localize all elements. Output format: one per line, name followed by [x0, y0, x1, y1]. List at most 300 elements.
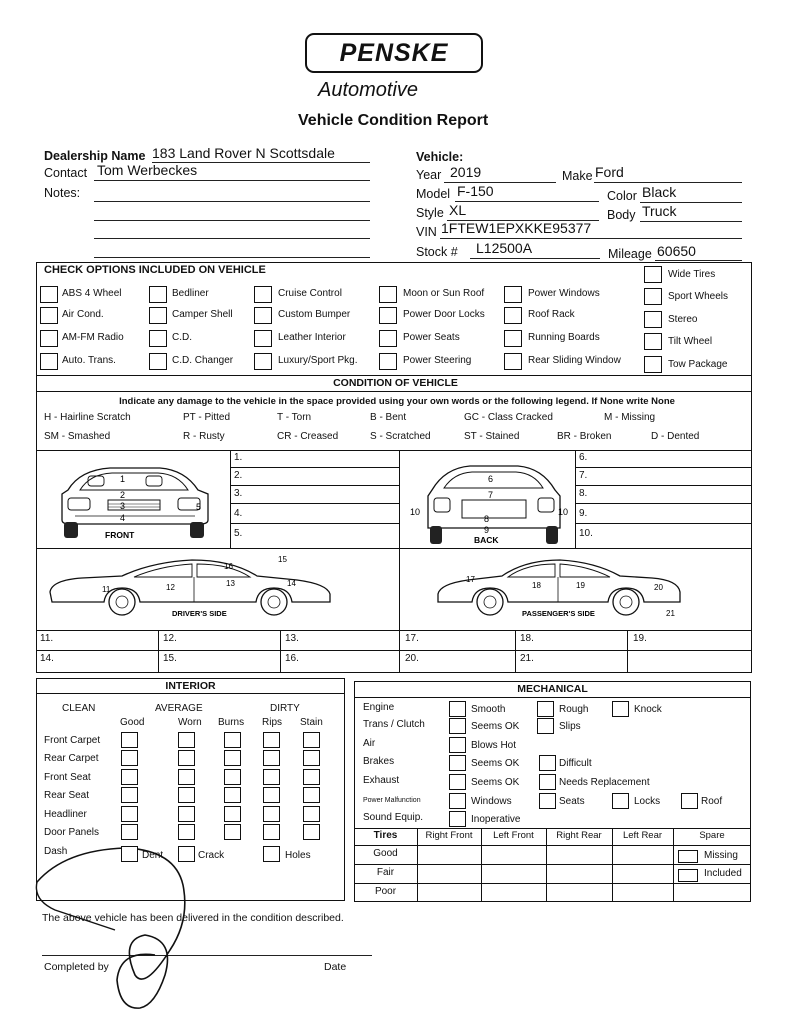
damage-cell-number[interactable]: 20. [405, 653, 419, 664]
interior-checkbox[interactable] [121, 787, 138, 803]
tire-cell[interactable] [483, 884, 544, 900]
driver-side-label: DRIVER'S SIDE [172, 609, 227, 618]
model-line [455, 201, 599, 202]
option-checkbox[interactable] [504, 330, 522, 347]
passenger-diagram-number: 20 [654, 583, 663, 592]
option-label: Power Door Locks [403, 309, 485, 320]
mech-engine-label: Engine [363, 702, 395, 713]
interior-checkbox[interactable] [303, 732, 320, 748]
stock-label: Stock # [416, 245, 458, 259]
mech-air-label: Air [363, 738, 376, 749]
option-label: Rear Sliding Window [528, 355, 621, 366]
option-label: Air Cond. [62, 309, 104, 320]
interior-checkbox[interactable] [178, 806, 195, 822]
divider [280, 630, 281, 673]
option-label: Auto. Trans. [62, 355, 116, 366]
tire-cell[interactable] [483, 846, 544, 862]
logo-sub: Automotive [318, 79, 419, 101]
option-label: Luxury/Sport Pkg. [278, 355, 358, 366]
completed-by-label: Completed by [44, 961, 109, 973]
damage-line-number: 5. [234, 528, 243, 539]
interior-checkbox[interactable] [224, 787, 241, 803]
page-title: Vehicle Condition Report [298, 112, 489, 129]
option-label: Wide Tires [668, 269, 716, 280]
option-checkbox[interactable] [40, 286, 58, 303]
handwritten-signature [25, 840, 195, 1015]
divider [399, 630, 400, 673]
interior-row-label: Rear Carpet [44, 753, 99, 764]
option-checkbox[interactable] [149, 307, 167, 324]
legend-item: M - Missing [604, 412, 656, 423]
legend-item: CR - Creased [277, 431, 339, 442]
option-checkbox[interactable] [149, 353, 167, 370]
vin-value[interactable]: 1FTEW1EPXKKE95377 [441, 220, 592, 236]
option-label: Moon or Sun Roof [403, 288, 485, 299]
interior-checkbox[interactable] [224, 750, 241, 766]
tire-cell[interactable] [419, 865, 479, 881]
option-checkbox[interactable] [149, 286, 167, 303]
model-label: Model [416, 187, 451, 201]
damage-line[interactable] [230, 467, 399, 468]
back-diagram-number: 10 [410, 507, 421, 517]
interior-checkbox[interactable] [178, 824, 195, 840]
back-diagram-number: 7 [488, 490, 494, 500]
legend-item: B - Bent [370, 412, 407, 423]
legend-item: D - Dented [651, 431, 700, 442]
interior-checkbox[interactable] [178, 769, 195, 785]
style-label: Style [416, 206, 444, 220]
mech-option-label: Roof [701, 796, 723, 807]
mech-option-label: Knock [634, 704, 662, 715]
mech-checkbox[interactable] [449, 718, 466, 734]
tire-row-label: Fair [376, 867, 395, 878]
color-label: Color [607, 189, 637, 203]
passenger-diagram-number: 21 [666, 609, 675, 618]
mech-option-label: Seats [559, 796, 585, 807]
front-car-diagram [50, 460, 225, 545]
mech-checkbox[interactable] [539, 793, 556, 809]
mech-checkbox[interactable] [449, 774, 466, 790]
dash-checkbox[interactable] [178, 846, 195, 862]
option-checkbox[interactable] [644, 333, 662, 350]
interior-row-label: Front Seat [44, 772, 91, 783]
divider [36, 650, 752, 651]
contact-line [94, 180, 370, 181]
option-checkbox[interactable] [379, 353, 397, 370]
dash-option-label: Crack [198, 850, 225, 861]
spare-missing-checkbox[interactable] [678, 850, 698, 863]
legend-item: SM - Smashed [44, 431, 111, 442]
interior-checkbox[interactable] [263, 750, 280, 766]
logo-brand: PENSKE [339, 39, 449, 67]
front-diagram-number: 1 [120, 474, 126, 484]
driver-diagram-number: 11 [102, 585, 111, 594]
interior-checkbox[interactable] [303, 824, 320, 840]
options-heading: CHECK OPTIONS INCLUDED ON VEHICLE [44, 264, 266, 276]
option-checkbox[interactable] [644, 311, 662, 328]
body-label: Body [607, 208, 636, 222]
damage-cell-number[interactable]: 12. [163, 633, 177, 644]
mileage-value[interactable]: 60650 [657, 243, 696, 259]
divider [36, 375, 752, 376]
year-label: Year [416, 168, 442, 182]
option-checkbox[interactable] [254, 307, 272, 324]
option-checkbox[interactable] [254, 353, 272, 370]
vehicle-heading: Vehicle: [416, 150, 464, 164]
driver-diagram-number: 14 [287, 579, 296, 588]
divider [36, 450, 752, 451]
dealership-name-label: Dealership Name [44, 149, 146, 163]
mech-option-label: Inoperative [471, 814, 521, 825]
stock-line [470, 258, 600, 259]
interior-checkbox[interactable] [121, 750, 138, 766]
mech-option-label: Difficult [559, 758, 592, 769]
divider [354, 697, 751, 698]
mech-option-label: Seems OK [471, 777, 520, 788]
divider [575, 450, 576, 548]
interior-checkbox[interactable] [121, 769, 138, 785]
tire-cell[interactable] [419, 884, 479, 900]
interior-checkbox[interactable] [263, 824, 280, 840]
tire-row-label: Poor [374, 886, 397, 897]
dealership-name-value[interactable]: 183 Land Rover N Scottsdale [152, 145, 335, 161]
date-label: Date [324, 961, 347, 973]
option-label: Power Steering [403, 355, 472, 366]
interior-checkbox[interactable] [178, 732, 195, 748]
option-label: Roof Rack [528, 309, 575, 320]
notes-line[interactable] [94, 201, 370, 202]
passenger-side-diagram [430, 552, 690, 622]
option-label: Leather Interior [278, 332, 346, 343]
driver-diagram-number: 15 [278, 555, 287, 564]
legend-item: T - Torn [277, 412, 312, 423]
mech-checkbox[interactable] [537, 718, 554, 734]
passenger-diagram-number: 18 [532, 581, 541, 590]
legend-item: H - Hairline Scratch [44, 412, 131, 423]
legend-item: GC - Class Cracked [464, 412, 553, 423]
interior-column-label: Worn [178, 717, 202, 728]
option-checkbox[interactable] [504, 307, 522, 324]
driver-diagram-number: 12 [166, 583, 175, 592]
front-diagram-number: 3 [120, 501, 126, 511]
option-checkbox[interactable] [504, 286, 522, 303]
condition-heading: CONDITION OF VEHICLE [333, 377, 458, 389]
contact-value[interactable]: Tom Werbeckes [97, 162, 198, 178]
mech-checkbox[interactable] [612, 701, 629, 717]
back-label: BACK [474, 535, 499, 545]
divider [515, 630, 516, 673]
interior-checkbox[interactable] [224, 732, 241, 748]
back-diagram-number: 8 [484, 514, 490, 524]
mechanical-heading: MECHANICAL [517, 683, 588, 695]
interior-group-label: AVERAGE [155, 703, 203, 714]
mech-option-label: Windows [471, 796, 512, 807]
legend-item: BR - Broken [557, 431, 612, 442]
mileage-line [655, 260, 742, 261]
option-checkbox[interactable] [644, 356, 662, 373]
mech-checkbox[interactable] [449, 737, 466, 753]
passenger-diagram-number: 17 [466, 575, 475, 584]
mech-checkbox[interactable] [539, 774, 556, 790]
interior-checkbox[interactable] [263, 806, 280, 822]
spare-option-label: Included [704, 868, 742, 879]
interior-checkbox[interactable] [303, 787, 320, 803]
front-diagram-number: 5 [196, 502, 202, 512]
vin-line [440, 238, 742, 239]
divider [230, 450, 231, 548]
driver-diagram-number: 13 [226, 579, 235, 588]
mech-option-label: Rough [559, 704, 589, 715]
legend-item: S - Scratched [370, 431, 431, 442]
option-label: ABS 4 Wheel [62, 288, 122, 299]
option-label: Bedliner [172, 288, 209, 299]
option-checkbox[interactable] [379, 330, 397, 347]
legend-item: R - Rusty [183, 431, 225, 442]
mech-option-label: Locks [634, 796, 661, 807]
option-label: Camper Shell [172, 309, 233, 320]
tire-column-header: Left Front [493, 830, 534, 841]
divider [36, 693, 345, 694]
interior-checkbox[interactable] [121, 806, 138, 822]
interior-checkbox[interactable] [178, 787, 195, 803]
body-line [640, 221, 742, 222]
tire-cell[interactable] [614, 846, 671, 862]
mech-option-label: Seems OK [471, 721, 520, 732]
interior-column-label: Stain [300, 717, 323, 728]
divider [36, 630, 752, 631]
notes-label: Notes: [44, 186, 81, 200]
interior-heading: INTERIOR [165, 680, 216, 692]
damage-line-number: 6. [579, 452, 588, 463]
damage-line[interactable] [575, 523, 752, 524]
tire-column-header: Spare [699, 830, 725, 841]
tire-cell[interactable] [419, 846, 479, 862]
option-checkbox[interactable] [644, 266, 662, 283]
passenger-diagram-number: 19 [576, 581, 585, 590]
interior-checkbox[interactable] [263, 787, 280, 803]
front-diagram-number: 4 [120, 513, 126, 523]
interior-checkbox[interactable] [224, 769, 241, 785]
tire-column-header: Right Front [425, 830, 473, 841]
mech-power-label: Power Malfunction [363, 797, 421, 804]
dash-checkbox[interactable] [121, 846, 138, 862]
damage-cell-number[interactable]: 16. [285, 653, 299, 664]
mech-sound-label: Sound Equip. [363, 812, 424, 823]
mech-option-label: Needs Replacement [559, 777, 650, 788]
vin-label: VIN [416, 225, 437, 239]
option-checkbox[interactable] [379, 307, 397, 324]
tire-cell[interactable] [614, 884, 671, 900]
notes-line[interactable] [94, 257, 370, 258]
interior-checkbox[interactable] [224, 824, 241, 840]
damage-line[interactable] [230, 503, 399, 504]
tire-column-header: Tires [373, 830, 398, 841]
model-value[interactable]: F-150 [457, 183, 494, 199]
damage-line-number: 3. [234, 488, 243, 499]
color-value[interactable]: Black [642, 184, 677, 200]
interior-checkbox[interactable] [178, 750, 195, 766]
interior-checkbox[interactable] [121, 824, 138, 840]
damage-cell-number[interactable]: 17. [405, 633, 419, 644]
year-value[interactable]: 2019 [450, 164, 482, 180]
interior-column-label: Burns [218, 717, 245, 728]
damage-line[interactable] [230, 523, 399, 524]
interior-row-label: Dash [44, 846, 68, 857]
damage-line-number: 4. [234, 508, 243, 519]
interior-group-label: CLEAN [62, 703, 96, 714]
front-label: FRONT [105, 530, 135, 540]
interior-checkbox[interactable] [224, 806, 241, 822]
damage-line-number: 9. [579, 508, 588, 519]
penske-logo [305, 33, 483, 73]
mech-trans-label: Trans / Clutch [363, 719, 425, 730]
mech-checkbox[interactable] [681, 793, 698, 809]
spare-option-label: Missing [704, 850, 738, 861]
body-value[interactable]: Truck [642, 203, 677, 219]
option-label: C.D. Changer [172, 355, 234, 366]
mech-checkbox[interactable] [449, 701, 466, 717]
interior-checkbox[interactable] [303, 750, 320, 766]
damage-cell-number[interactable]: 11. [40, 633, 54, 644]
mech-checkbox[interactable] [612, 793, 629, 809]
interior-group-label: DIRTY [270, 703, 300, 714]
mech-checkbox[interactable] [449, 755, 466, 771]
mech-option-label: Smooth [471, 704, 506, 715]
mech-option-label: Slips [559, 721, 581, 732]
tire-cell[interactable] [614, 865, 671, 881]
driver-side-diagram [42, 552, 342, 622]
option-label: Running Boards [528, 332, 600, 343]
divider [36, 548, 752, 549]
stock-value[interactable]: L12500A [476, 240, 533, 256]
make-label: Make [562, 169, 593, 183]
interior-checkbox[interactable] [263, 732, 280, 748]
option-label: Sport Wheels [668, 291, 729, 302]
mech-option-label: Seems OK [471, 758, 520, 769]
option-checkbox[interactable] [504, 353, 522, 370]
option-checkbox[interactable] [40, 330, 58, 347]
damage-line[interactable] [575, 485, 752, 486]
damage-line-number: 1. [234, 452, 243, 463]
mech-checkbox[interactable] [449, 793, 466, 809]
damage-cell-number[interactable]: 13. [285, 633, 299, 644]
option-checkbox[interactable] [149, 330, 167, 347]
option-label: Cruise Control [278, 288, 342, 299]
style-value[interactable]: XL [449, 202, 467, 218]
option-checkbox[interactable] [40, 353, 58, 370]
delivery-statement: The above vehicle has been delivered in the condition described. [42, 912, 344, 924]
notes-line[interactable] [94, 238, 370, 239]
damage-line-number: 8. [579, 488, 588, 499]
mech-option-label: Blows Hot [471, 740, 517, 751]
tire-column-header: Right Rear [556, 830, 602, 841]
spare-included-checkbox[interactable] [678, 869, 698, 882]
mech-exhaust-label: Exhaust [363, 775, 400, 786]
option-label: Custom Bumper [278, 309, 351, 320]
back-diagram-number: 10 [558, 507, 569, 517]
divider [354, 828, 751, 829]
option-label: Stereo [668, 314, 698, 325]
damage-cell-number[interactable]: 18. [520, 633, 534, 644]
option-checkbox[interactable] [254, 330, 272, 347]
option-label: AM-FM Radio [62, 332, 124, 343]
condition-instructions: Indicate any damage to the vehicle in the space provided using your own words or the following legend. If None write None [119, 396, 675, 407]
back-car-diagram [410, 460, 575, 545]
option-label: Power Seats [403, 332, 460, 343]
notes-line[interactable] [94, 220, 370, 221]
interior-checkbox[interactable] [303, 769, 320, 785]
option-checkbox[interactable] [40, 307, 58, 324]
damage-line-number: 10. [579, 528, 593, 539]
damage-line[interactable] [575, 467, 752, 468]
damage-line-number: 2. [234, 470, 243, 481]
divider [399, 450, 400, 630]
damage-line[interactable] [575, 503, 752, 504]
damage-cell-number[interactable]: 19. [633, 633, 647, 644]
mech-checkbox[interactable] [537, 701, 554, 717]
tire-column-header: Left Rear [622, 830, 663, 841]
interior-checkbox[interactable] [263, 769, 280, 785]
driver-diagram-number: 16 [224, 562, 233, 571]
dash-option-label: Dent [142, 850, 164, 861]
make-line [594, 182, 742, 183]
mech-brakes-label: Brakes [363, 756, 395, 767]
interior-checkbox[interactable] [121, 732, 138, 748]
tire-row-label: Good [373, 848, 398, 859]
make-value[interactable]: Ford [595, 164, 624, 180]
legend-item: ST - Stained [464, 431, 520, 442]
option-label: Power Windows [528, 288, 600, 299]
mileage-label: Mileage [608, 247, 652, 261]
tire-cell[interactable] [548, 846, 610, 862]
back-diagram-number: 9 [484, 525, 490, 535]
option-label: Tilt Wheel [668, 336, 713, 347]
mech-checkbox[interactable] [539, 755, 556, 771]
option-label: Tow Package [668, 359, 728, 370]
interior-column-label: Rips [262, 717, 283, 728]
divider [627, 630, 628, 673]
interior-row-label: Door Panels [44, 827, 100, 838]
damage-cell-number[interactable]: 15. [163, 653, 177, 664]
contact-label: Contact [44, 166, 88, 180]
option-checkbox[interactable] [644, 288, 662, 305]
tire-cell[interactable] [548, 865, 610, 881]
legend-item: PT - Pitted [183, 412, 231, 423]
mech-checkbox[interactable] [449, 811, 466, 827]
tire-cell[interactable] [483, 865, 544, 881]
damage-cell-number[interactable]: 21. [520, 653, 534, 664]
option-label: C.D. [172, 332, 192, 343]
option-checkbox[interactable] [379, 286, 397, 303]
damage-line[interactable] [230, 485, 399, 486]
dash-option-label: Holes [285, 850, 311, 861]
interior-checkbox[interactable] [303, 806, 320, 822]
interior-column-label: Good [120, 717, 145, 728]
passenger-side-label: PASSENGER'S SIDE [522, 609, 595, 618]
front-diagram-number: 2 [120, 490, 126, 500]
damage-cell-number[interactable]: 14. [40, 653, 54, 664]
interior-row-label: Front Carpet [44, 735, 101, 746]
divider [158, 630, 159, 673]
divider [36, 391, 752, 392]
damage-line-number: 7. [579, 470, 588, 481]
tire-cell[interactable] [548, 884, 610, 900]
back-diagram-number: 6 [488, 474, 494, 484]
dash-checkbox[interactable] [263, 846, 280, 862]
interior-row-label: Rear Seat [44, 790, 90, 801]
interior-row-label: Headliner [44, 809, 87, 820]
option-checkbox[interactable] [254, 286, 272, 303]
